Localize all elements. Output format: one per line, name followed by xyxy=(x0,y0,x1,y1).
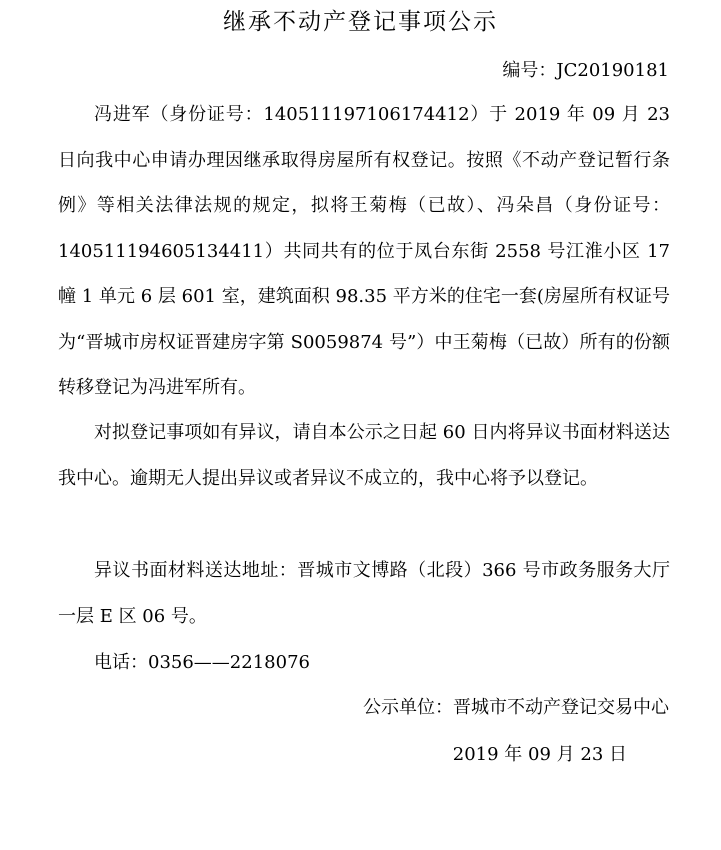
issuing-organization: 公示单位：晋城市不动产登记交易中心 xyxy=(363,697,669,718)
paragraph-phone: 电话：0356——2218076 xyxy=(94,652,310,673)
document-number: 编号：JC20190181 xyxy=(502,60,669,81)
issue-date: 2019 年 09 月 23 日 xyxy=(452,744,627,765)
paragraph-address: 异议书面材料送达地址：晋城市文博路（北段）366 号市政务服务大厅一层 E 区 06 号。 xyxy=(58,560,670,627)
paragraph-objection: 对拟登记事项如有异议，请自本公示之日起 60 日内将异议书面材料送达我中心。逾期无人提出异议或者异议不成立的，我中心将予以登记。 xyxy=(58,422,670,489)
document-title: 继承不动产登记事项公示 xyxy=(223,9,498,35)
paragraph-applicant: 冯进军（身份证号：140511197106174412）于 2019 年 09 月 23 日向我中心申请办理因继承取得房屋所有权登记。按照《不动产登记暂行条例》等相关法律法规的规定，拟将王菊梅（已故）、冯朵昌（身份证号：140511194605134411）共同共有的位于凤台东街 2558 号江淮小区 17 幢 1 单元 6 层 601 室，建筑面积 98.35 平方米的住宅一套(房屋所有权证号为“晋城市房权证晋建房字第 S0059874 号”）中王菊梅（已故）所有的份额转移登记为冯进军所有。 xyxy=(58,104,670,398)
